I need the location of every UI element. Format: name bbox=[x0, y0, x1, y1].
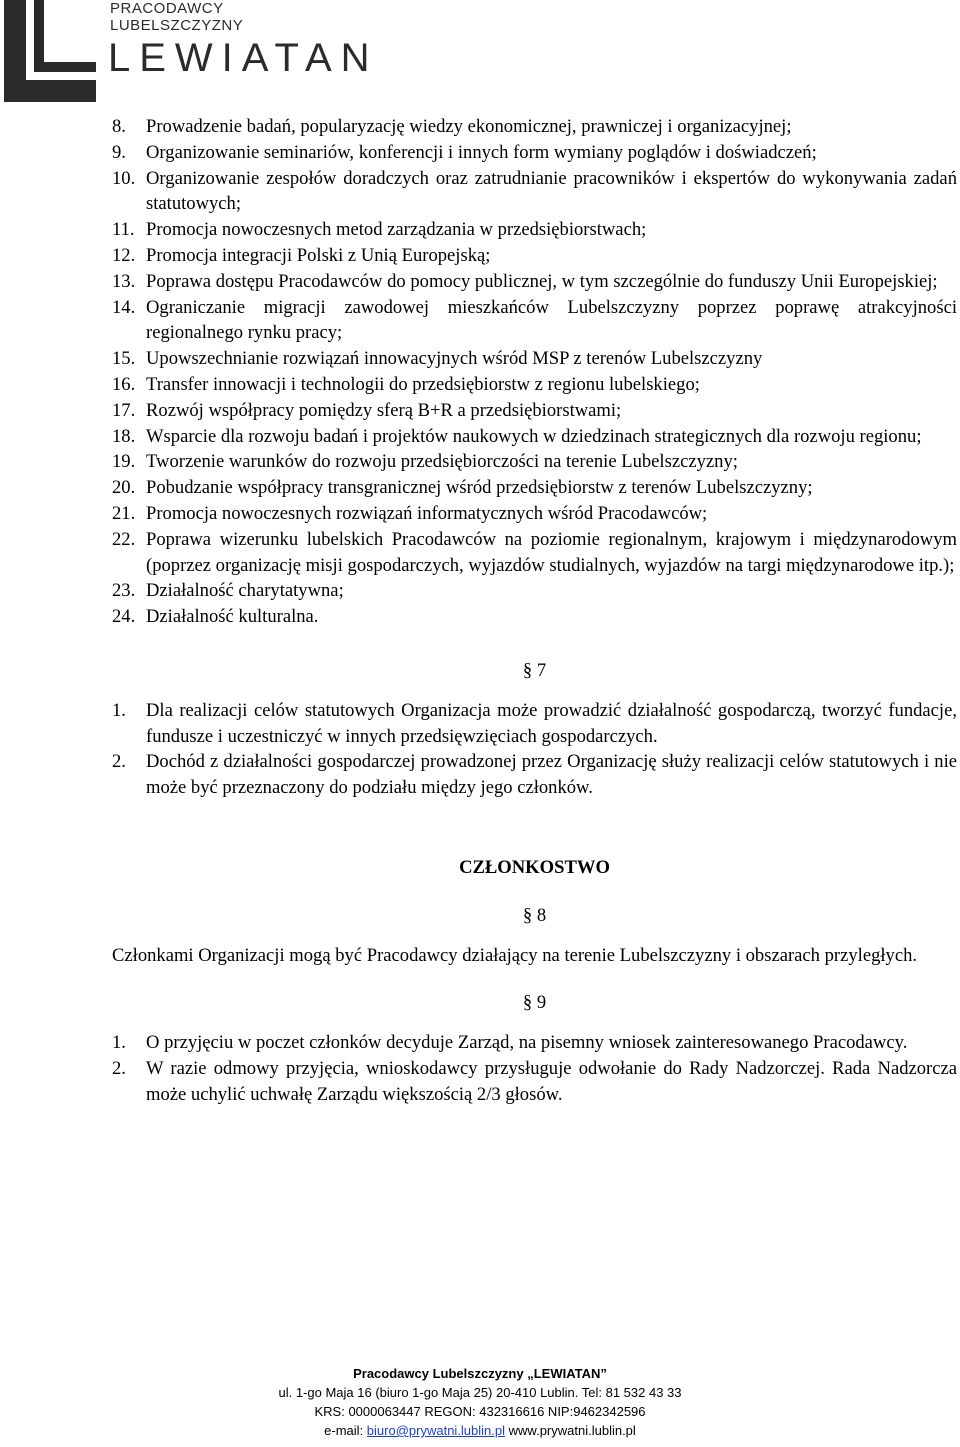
page-footer bbox=[0, 1364, 960, 1440]
list-item-number: 1. bbox=[112, 1032, 126, 1054]
section-9-mark: § 9 bbox=[522, 992, 547, 1014]
footer-address: ul. 1-go Maja 16 (biuro 1-go Maja 25) 20-410 Lublin. Tel: 81 532 43 33 bbox=[278, 1385, 682, 1400]
section-7-item bbox=[112, 698, 957, 750]
section-9-item bbox=[112, 1030, 957, 1056]
goal-list-item bbox=[112, 295, 957, 347]
list-item-text: Pobudzanie współpracy transgranicznej wśród przedsiębiorstw z terenów Lubelszczyzny; bbox=[146, 477, 813, 499]
list-item-number: 15. bbox=[112, 348, 136, 370]
logo-l-mark-icon bbox=[4, 0, 100, 104]
goal-list-item bbox=[112, 217, 957, 243]
footer-website[interactable]: www.prywatni.lublin.pl bbox=[508, 1423, 636, 1438]
statutory-goals-list bbox=[112, 114, 957, 630]
list-item-number: 23. bbox=[112, 580, 136, 602]
list-item-text: Działalność charytatywna; bbox=[146, 580, 344, 602]
list-item-text: Promocja nowoczesnych rozwiązań informatycznych wśród Pracodawców; bbox=[146, 502, 708, 524]
footer-email-label: e-mail: bbox=[324, 1423, 367, 1438]
section-9-item bbox=[112, 1056, 957, 1108]
goal-list-item bbox=[112, 475, 957, 501]
organization-logo bbox=[0, 0, 379, 105]
goal-list-item bbox=[112, 114, 957, 140]
list-item-number: 8. bbox=[112, 116, 126, 137]
document-body bbox=[112, 114, 957, 1108]
goal-list-item bbox=[112, 501, 957, 527]
list-item-text: Promocja integracji Polski z Unią Europejską; bbox=[146, 244, 491, 266]
list-item-number: 17. bbox=[112, 399, 136, 421]
list-item-number: 24. bbox=[112, 606, 136, 628]
list-item-text: Organizowanie zespołów doradczych oraz zatrudnianie pracowników i ekspertów do wykonywania zadań statutowych; bbox=[146, 167, 957, 215]
goal-list-item bbox=[112, 578, 957, 604]
list-item-text: O przyjęciu w poczet członków decyduje Zarząd, na pisemny wniosek zainteresowanego Pracodawcy. bbox=[146, 1032, 908, 1054]
logo-text-line1: PRACODAWCY bbox=[110, 0, 224, 17]
list-item-number: 21. bbox=[112, 502, 136, 524]
section-9-list bbox=[112, 1030, 957, 1107]
list-item-text: Transfer innowacji i technologii do przedsiębiorstw z regionu lubelskiego; bbox=[146, 373, 700, 395]
list-item-text: Poprawa dostępu Pracodawców do pomocy publicznej, w tym szczególnie do funduszy Unii Europejskiej; bbox=[146, 270, 938, 292]
list-item-number: 10. bbox=[112, 167, 136, 189]
list-item-text: Promocja nowoczesnych metod zarządzania w przedsiębiorstwach; bbox=[146, 219, 647, 241]
list-item-number: 20. bbox=[112, 477, 136, 499]
list-item-number: 11. bbox=[112, 219, 135, 241]
list-item-text: W razie odmowy przyjęcia, wnioskodawcy przysługuje odwołanie do Rady Nadzorczej. Rada Nadzorcza może uchylić uchwałę Zarządu większością 2/3 głosów. bbox=[146, 1057, 957, 1105]
goal-list-item bbox=[112, 166, 957, 218]
list-item-text: Organizowanie seminariów, konferencji i innych form wymiany poglądów i doświadczeń; bbox=[146, 141, 817, 163]
list-item-text: Wsparcie dla rozwoju badań i projektów naukowych w dziedzinach strategicznych dla rozwoju regionu; bbox=[146, 425, 922, 447]
list-item-number: 14. bbox=[112, 296, 136, 318]
goal-list-item bbox=[112, 604, 957, 630]
list-item-number: 19. bbox=[112, 451, 136, 473]
goal-list-item bbox=[112, 527, 957, 579]
list-item-text: Poprawa wizerunku lubelskich Pracodawców na poziomie regionalnym, krajowym i międzynarodowym (poprzez organizację misji gospodarczych, wyjazdów studialnych, wyjazdów na targi międzynarodowe itp.); bbox=[146, 528, 957, 576]
list-item-number: 18. bbox=[112, 425, 136, 447]
section-8-text: Członkami Organizacji mogą być Pracodawcy działający na terenie Lubelszczyzny i obszarach przyległych. bbox=[112, 944, 918, 966]
list-item-number: 12. bbox=[112, 244, 136, 266]
list-item-text: Dla realizacji celów statutowych Organizacja może prowadzić działalność gospodarczą, tworzyć fundacje, fundusze i uczestniczyć w innych przedsięwzięciach gospodarczych. bbox=[146, 699, 957, 747]
list-item-text: Dochód z działalności gospodarczej prowadzonej przez Organizację służy realizacji celów statutowych i nie może być przeznaczony do podziału między jego członków. bbox=[146, 751, 957, 799]
list-item-text: Działalność kulturalna. bbox=[146, 606, 319, 628]
list-item-text: Prowadzenie badań, popularyzację wiedzy ekonomicznej, prawniczej i organizacyjnej; bbox=[146, 116, 792, 137]
list-item-text: Ograniczanie migracji zawodowej mieszkańców Lubelszczyzny poprzez poprawę atrakcyjności regionalnego rynku pracy; bbox=[146, 296, 957, 344]
logo-brand-name: LEWIATAN bbox=[108, 36, 379, 80]
footer-email-link[interactable]: biuro@prywatni.lublin.pl bbox=[366, 1423, 506, 1438]
section-7-mark: § 7 bbox=[522, 659, 547, 681]
goal-list-item bbox=[112, 269, 957, 295]
list-item-number: 13. bbox=[112, 270, 136, 292]
list-item-text: Tworzenie warunków do rozwoju przedsiębiorczości na terenie Lubelszczyzny; bbox=[146, 451, 738, 473]
goal-list-item bbox=[112, 346, 957, 372]
list-item-number: 2. bbox=[112, 1057, 126, 1079]
membership-heading: CZŁONKOSTWO bbox=[459, 856, 610, 878]
footer-title: Pracodawcy Lubelszczyzny „LEWIATAN” bbox=[353, 1366, 607, 1381]
footer-registry: KRS: 0000063447 REGON: 432316616 NIP:9462342596 bbox=[314, 1404, 646, 1419]
section-7-item bbox=[112, 749, 957, 801]
footer-contact bbox=[0, 1421, 960, 1440]
goal-list-item bbox=[112, 398, 957, 424]
list-item-number: 22. bbox=[112, 528, 136, 550]
goal-list-item bbox=[112, 424, 957, 450]
goal-list-item bbox=[112, 243, 957, 269]
section-7-list bbox=[112, 698, 957, 801]
list-item-text: Rozwój współpracy pomiędzy sferą B+R a przedsiębiorstwami; bbox=[146, 399, 622, 421]
list-item-number: 1. bbox=[112, 699, 126, 721]
list-item-text: Upowszechnianie rozwiązań innowacyjnych wśród MSP z terenów Lubelszczyzny bbox=[146, 348, 763, 370]
list-item-number: 16. bbox=[112, 373, 136, 395]
list-item-number: 9. bbox=[112, 141, 126, 163]
goal-list-item bbox=[112, 140, 957, 166]
goal-list-item bbox=[112, 372, 957, 398]
logo-text-line2: LUBELSZCZYZNY bbox=[110, 17, 244, 34]
goal-list-item bbox=[112, 449, 957, 475]
section-8-mark: § 8 bbox=[522, 904, 547, 926]
list-item-number: 2. bbox=[112, 751, 126, 773]
